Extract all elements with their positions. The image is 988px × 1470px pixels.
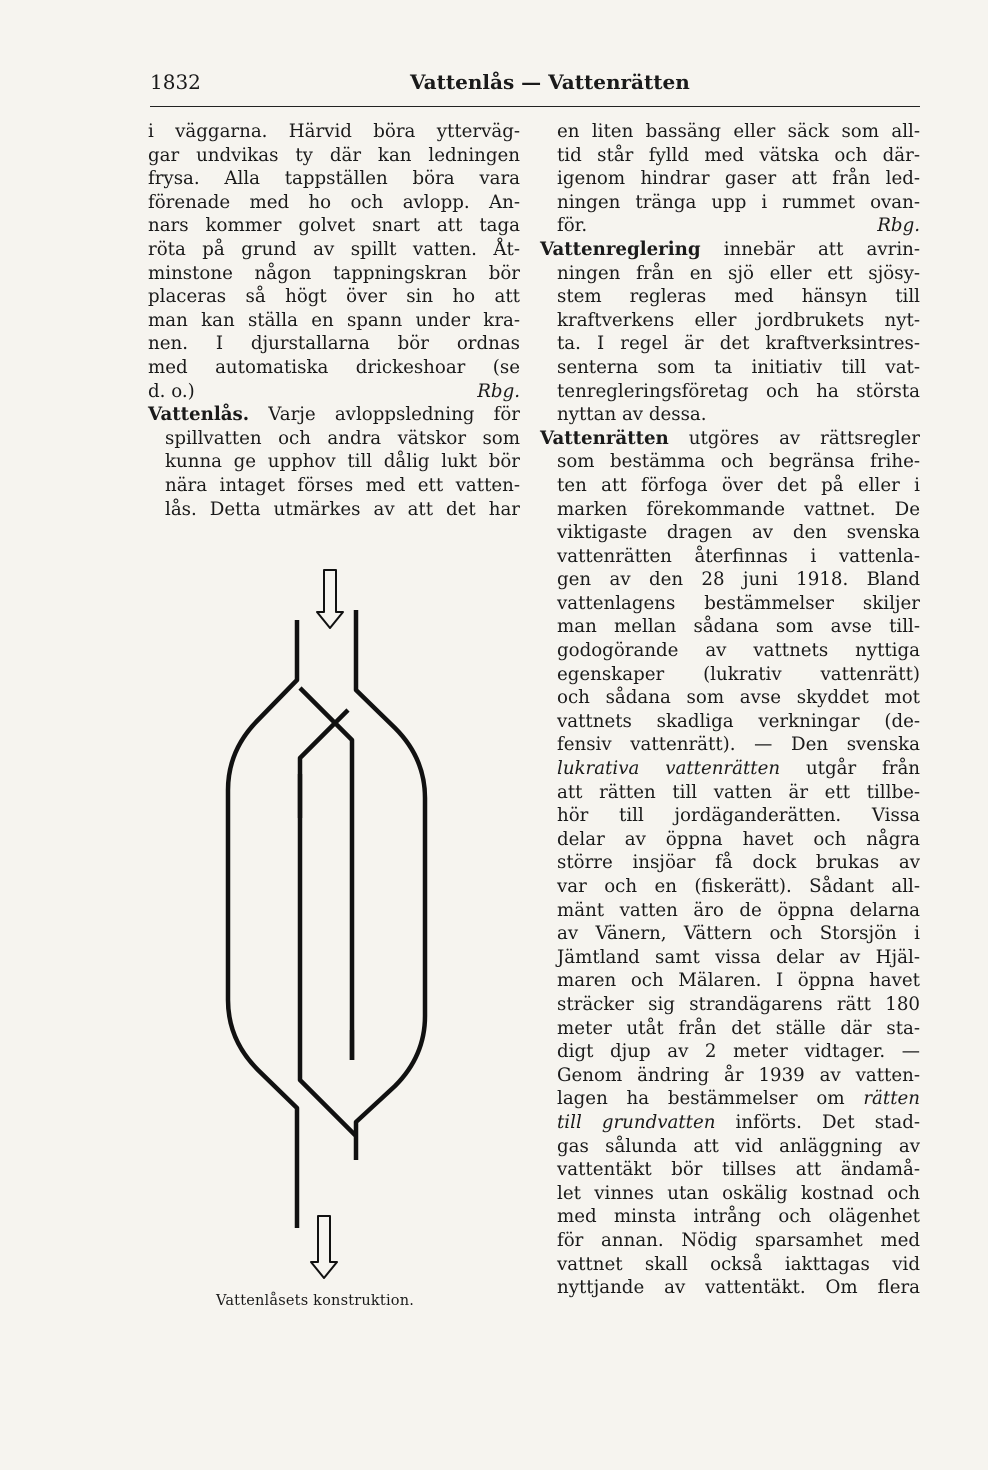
entry-vattenreglering bbox=[540, 238, 920, 427]
text-line: var och en (fiskerätt). Sådant all- bbox=[557, 876, 920, 897]
text-line: och sådana som avse skyddet mot bbox=[557, 687, 920, 709]
header-rule bbox=[150, 106, 920, 107]
text-fragment: d. o.) bbox=[148, 380, 195, 402]
text-line: vattentäkt bör tillses att ändamå- bbox=[557, 1159, 920, 1181]
text-line: större insjöar få dock brukas av bbox=[557, 852, 920, 874]
running-head: Vattenlås — Vattenrätten bbox=[410, 70, 690, 94]
water-trap-diagram bbox=[200, 560, 460, 1300]
text-line: tid står fylld med vätska och där- bbox=[557, 144, 920, 166]
text-line: ningen tränga upp i rummet ovan- bbox=[557, 191, 920, 213]
outer-left-wall bbox=[228, 620, 297, 1228]
text-line: marken förekommande vattnet. De bbox=[557, 498, 920, 520]
outflow-arrow bbox=[311, 1216, 337, 1278]
inner-divider-bottom bbox=[300, 774, 356, 1136]
text-line: viktigaste dragen av den svenska bbox=[557, 522, 920, 544]
figure-caption: Vattenlåsets konstruktion. bbox=[216, 1293, 415, 1309]
text-line: igenom hindrar gaser att från led- bbox=[557, 168, 920, 190]
text-line: nars kommer golvet snart att taga bbox=[148, 215, 520, 237]
text-line: i väggarna. Härvid böra ytterväg- bbox=[148, 121, 520, 142]
text-fragment: införts. Det stad- bbox=[715, 1111, 920, 1133]
text-line: lås. Detta utmärkes av att det har bbox=[165, 498, 520, 520]
page-number: 1832 bbox=[150, 70, 201, 94]
text-line: nära intaget förses med ett vatten- bbox=[165, 474, 520, 496]
text-fragment: utgöres av rättsregler bbox=[668, 427, 920, 449]
text-line: ta. I regel är det kraftverksintres- bbox=[557, 333, 920, 355]
text-line: för annan. Nödig sparsamhet med bbox=[557, 1229, 920, 1251]
text-line: gas sålunda att vid anläggning av bbox=[557, 1135, 920, 1157]
text-line: vattenrätten återfinnas i vattenla- bbox=[557, 545, 920, 567]
author-signature: Rbg. bbox=[477, 380, 520, 402]
text-line: digt djup av 2 meter vidtager. — bbox=[557, 1041, 920, 1063]
text-line: som bestämma och begränsa frihe- bbox=[557, 451, 920, 473]
text-line: godogörande av vattnets nyttiga bbox=[557, 640, 920, 662]
text-line-last: nyttan av dessa. bbox=[557, 404, 707, 426]
text-line bbox=[148, 403, 520, 427]
page-header bbox=[150, 70, 920, 100]
text-line: placeras så högt över sin ho att bbox=[148, 286, 520, 308]
text-line-last bbox=[148, 380, 520, 404]
text-line: sträcker sig strandägarens rätt 180 bbox=[557, 993, 920, 1015]
text-line: nen. I djurstallarna bör ordnas bbox=[148, 333, 520, 355]
text-line: ningen från en sjö eller ett sjösy- bbox=[557, 262, 920, 284]
text-fragment: innebär att avrin- bbox=[700, 238, 920, 260]
text-line: av Vänern, Vättern och Storsjön i bbox=[557, 923, 920, 945]
text-line: nyttjande av vattentäkt. Om flera bbox=[557, 1277, 920, 1299]
entry-term: Vattenlås. bbox=[148, 404, 250, 426]
text-line: egenskaper (lukrativ vattenrätt) bbox=[557, 663, 920, 685]
text-line: kunna ge upphov till dålig lukt bör bbox=[165, 451, 520, 473]
text-line: hör till jordäganderätten. Vissa bbox=[557, 805, 920, 827]
text-line bbox=[540, 757, 920, 781]
text-line: maren och Mälaren. I öppna havet bbox=[557, 970, 920, 992]
text-fragment: lagen ha bestämmelser om bbox=[557, 1088, 864, 1110]
text-line: vattnet skall också iakttagas vid bbox=[557, 1253, 920, 1275]
text-line: frysa. Alla tappställen böra vara bbox=[148, 168, 520, 190]
right-column bbox=[540, 120, 920, 1300]
text-line: delar av öppna havet och några bbox=[557, 828, 920, 850]
text-line: tenregleringsföretag och ha största bbox=[557, 380, 920, 402]
paragraph-vattenlas-cont bbox=[540, 120, 920, 238]
text-fragment: utgår från bbox=[780, 758, 920, 780]
text-line: spillvatten och andra vätskor som bbox=[165, 427, 520, 449]
entry-vattenratten bbox=[540, 427, 920, 1300]
italic-term: rätten bbox=[863, 1088, 920, 1110]
text-line: kraftverkens eller jordbrukets nyt- bbox=[557, 309, 920, 331]
text-line: man kan ställa en spann under kra- bbox=[148, 309, 520, 331]
text-line: meter utåt från det ställe där sta- bbox=[557, 1017, 920, 1039]
text-line-last bbox=[540, 214, 920, 238]
text-line: ten att förfoga över det på eller i bbox=[557, 474, 920, 496]
text-line: gar undvikas ty där kan ledningen bbox=[148, 144, 520, 166]
outer-right-wall bbox=[356, 610, 425, 1160]
text-fragment: Varje avloppsledning för bbox=[249, 404, 520, 426]
inner-divider-top bbox=[300, 688, 352, 1060]
text-line: med minsta intrång och olägenhet bbox=[557, 1206, 920, 1228]
text-line: en liten bassäng eller säck som all- bbox=[557, 121, 920, 142]
text-line: fensiv vattenrätt). — Den svenska bbox=[557, 734, 920, 756]
text-line: vattnets skadliga verkningar (de- bbox=[557, 710, 920, 732]
text-line: let vinnes utan oskälig kostnad och bbox=[557, 1182, 920, 1204]
text-line: förenade med ho och avlopp. An- bbox=[148, 191, 520, 213]
text-line: gen av den 28 juni 1918. Bland bbox=[557, 569, 920, 591]
left-column bbox=[148, 120, 520, 521]
italic-term: lukrativa vattenrätten bbox=[557, 758, 781, 780]
text-line: mänt vatten äro de öppna delarna bbox=[557, 899, 920, 921]
text-line: röta på grund av spillt vatten. Åt- bbox=[148, 238, 520, 260]
text-line: stem regleras med hänsyn till bbox=[557, 286, 920, 308]
text-line: att rätten till vatten är ett tillbe- bbox=[557, 781, 920, 803]
text-line: senterna som ta initiativ till vat- bbox=[557, 356, 920, 378]
text-line bbox=[540, 1111, 920, 1135]
text-line: med automatiska drickeshoar (se bbox=[148, 356, 520, 378]
text-line bbox=[540, 1087, 920, 1111]
text-line: Genom ändring år 1939 av vatten- bbox=[557, 1064, 920, 1086]
text-line bbox=[540, 238, 920, 262]
text-line: minstone någon tappningskran bör bbox=[148, 262, 520, 284]
text-line: vattenlagens bestämmelser skiljer bbox=[557, 592, 920, 614]
entry-term: Vattenrätten bbox=[540, 427, 669, 449]
text-line: Jämtland samt vissa delar av Hjäl- bbox=[557, 946, 920, 968]
entry-vattenlas bbox=[148, 403, 520, 521]
text-line bbox=[540, 427, 920, 451]
paragraph-vattenledning-cont bbox=[148, 120, 520, 403]
inflow-arrow bbox=[317, 570, 343, 628]
text-fragment: för. bbox=[557, 215, 588, 237]
text-line: man mellan sådana som avse till- bbox=[557, 616, 920, 638]
italic-term: till grundvatten bbox=[557, 1111, 716, 1133]
author-signature: Rbg. bbox=[877, 215, 920, 237]
entry-term: Vattenreglering bbox=[540, 238, 701, 260]
